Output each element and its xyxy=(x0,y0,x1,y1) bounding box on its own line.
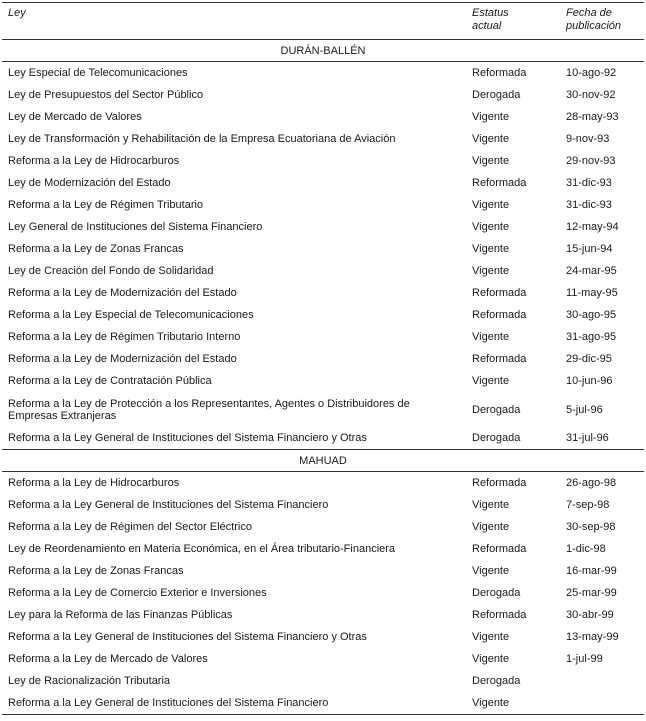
cell-ley: Reforma a la Ley de Modernización del Estado xyxy=(8,353,237,365)
cell-fecha: 5-jul-96 xyxy=(566,403,603,416)
table-row xyxy=(2,84,644,106)
group-title: MAHUAD xyxy=(2,450,644,472)
cell-ley: Ley General de Instituciones del Sistema Financiero xyxy=(8,221,263,233)
group-title: DURÁN-BALLÉN xyxy=(2,40,644,62)
table-row xyxy=(2,538,644,560)
table-row xyxy=(2,626,644,648)
cell-ley: Reforma a la Ley de Protección a los Representantes, Agentes o Distribuidores de Empresas Extranjeras xyxy=(8,398,410,422)
cell-estatus: Reformada xyxy=(472,287,527,299)
group-header-row xyxy=(2,40,644,62)
cell-ley: Reforma a la Ley de Régimen Tributario xyxy=(8,199,204,211)
table-row xyxy=(2,282,644,304)
cell-ley: Reforma a la Ley de Régimen Tributario Interno xyxy=(8,331,241,343)
cell-ley: Ley de Transformación y Rehabilitación de la Empresa Ecuatoriana de Aviación xyxy=(8,133,396,145)
cell-estatus: Vigente xyxy=(472,521,510,533)
cell-estatus: Vigente xyxy=(472,565,510,577)
cell-estatus: Reformada xyxy=(472,477,527,489)
table-row xyxy=(2,150,644,172)
cell-ley: Reforma a la Ley de Hidrocarburos xyxy=(8,477,180,489)
cell-fecha: 28-may-93 xyxy=(566,111,619,123)
table-row xyxy=(2,494,644,516)
group-header-row xyxy=(2,450,644,472)
cell-fecha: 16-mar-99 xyxy=(566,565,617,577)
cell-estatus: Vigente xyxy=(472,499,510,511)
cell-ley: Ley para la Reforma de las Finanzas Públicas xyxy=(8,609,233,621)
cell-estatus: Vigente xyxy=(466,692,560,715)
cell-estatus: Vigente xyxy=(472,133,510,145)
cell-fecha: 24-mar-95 xyxy=(566,265,617,277)
cell-ley: Reforma a la Ley de Zonas Francas xyxy=(8,243,184,255)
cell-estatus: Vigente xyxy=(472,653,510,665)
table-row xyxy=(2,348,644,370)
table-row xyxy=(2,472,644,495)
cell-estatus: Vigente xyxy=(472,221,510,233)
cell-ley: Reforma a la Ley de Régimen del Sector Eléctrico xyxy=(8,521,252,533)
table-row xyxy=(2,670,644,692)
header-estatus: Estatus actual xyxy=(466,3,560,40)
cell-fecha: 10-ago-92 xyxy=(566,67,617,79)
cell-fecha: 26-ago-98 xyxy=(566,477,617,489)
cell-fecha: 29-nov-93 xyxy=(566,155,616,167)
table-row xyxy=(2,604,644,626)
table-row xyxy=(2,172,644,194)
cell-ley: Reforma a la Ley Especial de Telecomunicaciones xyxy=(8,309,254,321)
table-body xyxy=(2,40,644,715)
cell-estatus: Vigente xyxy=(472,631,510,643)
cell-estatus: Reformada xyxy=(472,67,527,79)
table-row xyxy=(2,370,644,392)
cell-ley: Reforma a la Ley General de Instituciones del Sistema Financiero xyxy=(8,499,329,511)
table-row xyxy=(2,106,644,128)
table-row xyxy=(2,128,644,150)
table-row xyxy=(2,582,644,604)
cell-estatus: Vigente xyxy=(472,375,510,387)
table-row xyxy=(2,304,644,326)
table-row xyxy=(2,194,644,216)
cell-estatus: Reformada xyxy=(472,543,527,555)
table-row xyxy=(2,692,644,715)
cell-ley: Ley Especial de Telecomunicaciones xyxy=(8,67,188,79)
table-row xyxy=(2,216,644,238)
cell-fecha xyxy=(560,670,644,692)
cell-fecha: 11-may-95 xyxy=(566,287,618,299)
table-header-row xyxy=(2,3,644,40)
cell-ley: Ley de Racionalización Tributaria xyxy=(8,675,171,687)
table-row xyxy=(2,62,644,85)
cell-ley: Reforma a la Ley de Mercado de Valores xyxy=(8,653,208,665)
cell-ley: Ley de Reordenamiento en Materia Económica, en el Área tributario-Financiera xyxy=(8,543,396,555)
cell-ley: Reforma a la Ley General de Instituciones del Sistema Financiero y Otras xyxy=(8,432,367,444)
cell-fecha: 9-nov-93 xyxy=(566,133,610,145)
cell-fecha: 1-jul-99 xyxy=(566,653,603,665)
cell-ley: Reforma a la Ley de Contratación Pública xyxy=(8,375,212,387)
cell-ley: Reforma a la Ley de Zonas Francas xyxy=(8,565,184,577)
cell-ley: Ley de Mercado de Valores xyxy=(8,111,142,123)
cell-estatus: Derogada xyxy=(472,587,521,599)
table-row xyxy=(2,516,644,538)
laws-table xyxy=(2,2,644,715)
cell-fecha: 10-jun-96 xyxy=(566,375,613,387)
cell-estatus: Vigente xyxy=(472,265,510,277)
cell-fecha: 1-dic-98 xyxy=(566,543,606,555)
cell-fecha: 13-may-99 xyxy=(566,631,619,643)
cell-fecha: 30-sep-98 xyxy=(566,521,616,533)
header-fecha: Fecha de publicación xyxy=(560,3,644,40)
cell-ley: Reforma a la Ley General de Instituciones del Sistema Financiero xyxy=(2,692,466,715)
cell-estatus: Reformada xyxy=(472,609,527,621)
cell-ley: Reforma a la Ley de Hidrocarburos xyxy=(8,155,180,167)
cell-estatus: Vigente xyxy=(472,331,510,343)
table-row xyxy=(2,326,644,348)
cell-estatus: Derogada xyxy=(472,89,521,101)
cell-estatus: Derogada xyxy=(472,675,521,687)
cell-estatus: Reformada xyxy=(472,353,527,365)
table-row xyxy=(2,392,644,427)
cell-fecha: 30-abr-99 xyxy=(566,609,614,621)
cell-estatus: Reformada xyxy=(472,177,527,189)
cell-estatus: Vigente xyxy=(472,155,510,167)
cell-fecha: 31-jul-96 xyxy=(566,432,609,444)
cell-estatus: Derogada xyxy=(472,432,521,444)
cell-fecha: 25-mar-99 xyxy=(566,587,617,599)
cell-estatus: Reformada xyxy=(472,309,527,321)
cell-estatus: Derogada xyxy=(472,403,521,416)
table-row xyxy=(2,648,644,670)
cell-estatus: Vigente xyxy=(472,111,510,123)
cell-ley: Reforma a la Ley General de Instituciones del Sistema Financiero y Otras xyxy=(8,631,367,643)
cell-fecha: 30-ago-95 xyxy=(566,309,617,321)
table-row xyxy=(2,427,644,450)
table-row xyxy=(2,260,644,282)
cell-fecha: 12-may-94 xyxy=(566,221,619,233)
cell-ley: Ley de Modernización del Estado xyxy=(8,177,171,189)
cell-fecha: 29-dic-95 xyxy=(566,353,612,365)
cell-fecha: 31-ago-95 xyxy=(566,331,617,343)
header-ley: Ley xyxy=(2,3,466,40)
table-row xyxy=(2,560,644,582)
cell-estatus: Vigente xyxy=(472,199,510,211)
cell-estatus: Vigente xyxy=(472,243,510,255)
cell-fecha: 31-dic-93 xyxy=(566,177,612,189)
cell-ley: Ley de Presupuestos del Sector Público xyxy=(8,89,204,101)
cell-ley: Ley de Creación del Fondo de Solidaridad xyxy=(8,265,214,277)
table-row xyxy=(2,238,644,260)
cell-fecha: 7-sep-98 xyxy=(566,499,610,511)
cell-fecha: 30-nov-92 xyxy=(566,89,616,101)
cell-ley: Reforma a la Ley de Comercio Exterior e Inversiones xyxy=(8,587,267,599)
cell-ley: Reforma a la Ley de Modernización del Estado xyxy=(8,287,237,299)
cell-fecha: 15-jun-94 xyxy=(566,243,613,255)
cell-fecha: 31-dic-93 xyxy=(566,199,612,211)
cell-fecha xyxy=(560,692,644,715)
